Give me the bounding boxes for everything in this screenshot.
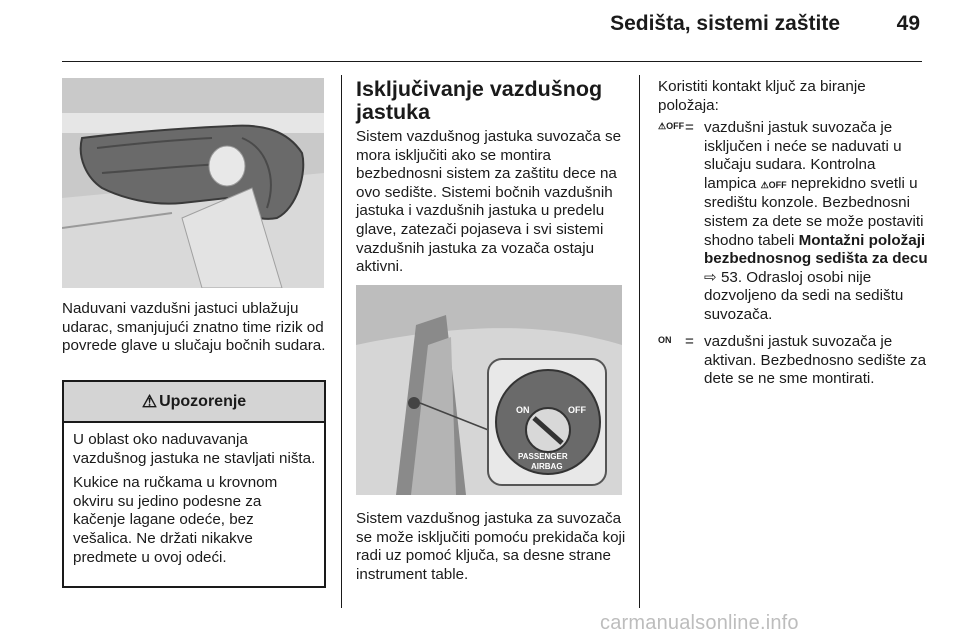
page-header xyxy=(0,0,960,62)
cross-reference-link[interactable]: Montažni položaji bezbednosnog sedišta za decu xyxy=(704,231,928,268)
section-intro: Sistem vazdušnog jastuka suvozača se mora isključiti ako se montira bezbednosni sistem za zaštitu dece na ovo sedište. Sistemi bočnih vazdušnih jastuka i vazdušnih jastuka u predelu glave, zatezači pojaseva i svi sistemi vazdušnih jastuka za vozača ostaju aktivni. xyxy=(356,128,622,276)
airbag-off-item xyxy=(658,119,930,339)
description-text: vazdušni jastuk suvozača je isključen i neće se naduvati u slučaju sudara. Kontrolna lampica xyxy=(704,119,902,192)
switch-on-label: ON xyxy=(516,405,530,415)
equals-sign: = xyxy=(685,119,694,136)
instruction-intro: Koristiti kontakt ključ za biranje položaja: xyxy=(658,78,866,114)
watermark: carmanualsonline.info xyxy=(600,612,799,634)
description-text: neprekidno svetli u središtu konzole. Bezbednosni sistem za dete se može postaviti shodno tabeli xyxy=(704,174,924,249)
column-divider xyxy=(639,75,640,608)
warning-body xyxy=(64,423,324,567)
warning-paragraph: Kukice na ručkama u krovnom okviru su jedino podesne za kačenje lagane odeće, bez vešalica. Ne držati nikakve predmete u ovoj odeći. xyxy=(73,474,278,566)
warning-title: Upozorenje xyxy=(159,392,247,410)
airbag-on-item xyxy=(658,333,930,393)
warning-triangle-icon: ⚠ xyxy=(141,391,158,411)
airbag-off-icon: ⚠OFF xyxy=(658,121,685,131)
curtain-airbag-photo xyxy=(62,78,324,288)
airbag-on-description: vazdušni jastuk suvozača je aktivan. Bezbednosno sedište za dete se ne sme montirati. xyxy=(704,333,927,388)
warning-header xyxy=(64,382,324,423)
section-heading: Isključivanje vazdušnog jastuka xyxy=(356,77,603,124)
equals-sign: = xyxy=(685,333,694,350)
airbag-off-icon: ⚠OFF xyxy=(760,179,787,190)
page-title: Sedišta, sistemi zaštite xyxy=(610,12,840,35)
column-divider xyxy=(341,75,342,608)
description-text: 53. Odrasloj osobi nije dozvoljeno da sedi na sedištu suvozača. xyxy=(704,268,904,323)
switch-passenger-label: PASSENGER xyxy=(518,452,568,461)
switch-off-label: OFF xyxy=(568,405,586,415)
page-reference-icon: ⇨ xyxy=(704,268,717,286)
airbag-on-icon: ON xyxy=(658,335,672,345)
switch-airbag-label: AIRBAG xyxy=(531,462,563,471)
warning-box xyxy=(62,380,326,588)
airbag-off-description xyxy=(704,119,930,325)
figure-caption: Sistem vazdušnog jastuka za suvozača se može isključiti pomoću prekidača koji radi uz pomoć ključa, sa desne strane instrument table. xyxy=(356,510,626,583)
airbag-switch-photo xyxy=(356,285,622,495)
header-rule xyxy=(62,61,922,62)
page-number: 49 xyxy=(896,12,920,35)
warning-paragraph: U oblast oko naduvavanja vazdušnog jastuka ne stavljati ništa. xyxy=(73,431,316,467)
figure-caption: Naduvani vazdušni jastuci ublažuju udarac, smanjujući znatno time rizik od povrede glave u slučaju bočnih sudara. xyxy=(62,300,326,355)
